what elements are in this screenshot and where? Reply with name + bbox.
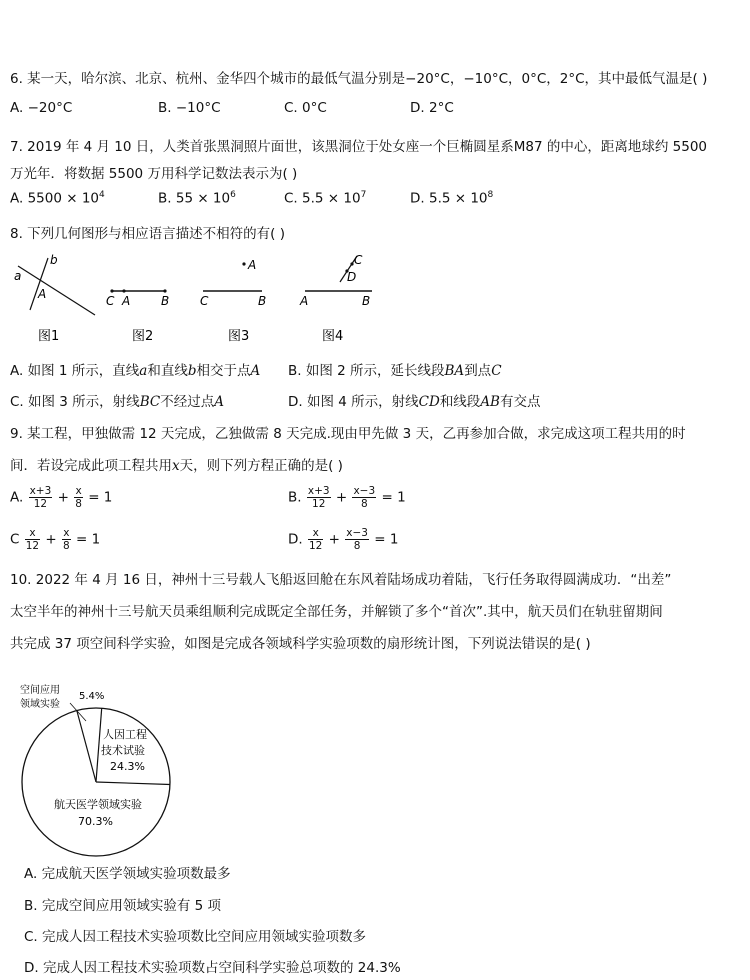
point-b	[163, 289, 166, 292]
q9-option-c: C $\frac{x}{12}$ + $\frac{x}{8}$ = 1	[10, 527, 101, 552]
fraction: $\frac{x+3}{12}$	[29, 485, 52, 510]
svg-text:B: B	[362, 294, 371, 308]
pie-chart	[0, 675, 200, 860]
slice-label-space-app-line1: 空间应用	[20, 685, 60, 696]
q6-option-b: B. −10°C	[158, 100, 221, 116]
q10-stem-line1: 10. 2022 年 4 月 16 日，神州十三号载人飞船返回舱在东风着陆场成功着陆，飞行任务取得圆满成功．“出差”	[10, 572, 672, 588]
slice-percent-human: 24.3%	[110, 760, 145, 773]
q8-stem: 8. 下列几何图形与相应语言描述不相符的有( )	[10, 226, 285, 242]
q7-option-a: A. $5500 \times 10^4$	[10, 190, 105, 207]
figure-1	[14, 253, 95, 344]
q10-stem-line2: 太空半年的神州十三号航天员乘组顺利完成既定全部任务，并解锁了多个“首次”.其中，航天员们在轨驻留期间	[10, 604, 663, 620]
caption-fig3: 图3	[228, 329, 250, 344]
svg-text:A: A	[248, 258, 257, 272]
q10-stem-line3: 共完成 37 项空间科学实验，如图是完成各领域科学实验项数的扇形统计图，下列说法错误的是( )	[10, 636, 591, 652]
q7-option-b: B. $55 \times 10^6$	[158, 190, 236, 207]
label-point-a: A	[38, 287, 47, 301]
svg-text:C: C	[106, 294, 115, 308]
q8-figures	[0, 250, 400, 350]
svg-text:B: B	[161, 294, 170, 308]
svg-text:D: D	[347, 270, 357, 284]
line-a	[18, 266, 95, 315]
q7-option-d: D. $5.5 \times 10^8$	[410, 190, 494, 207]
slice-percent-space-app: 5.4%	[79, 691, 105, 702]
slice-percent-medical: 70.3%	[78, 815, 113, 828]
q8-option-b: B. 如图 2 所示，延长线段BA到点C	[288, 363, 502, 379]
caption-fig4: 图4	[322, 329, 344, 344]
figure-2	[106, 289, 169, 344]
caption-fig1: 图1	[38, 329, 60, 344]
slice-label-human-line1: 人因工程	[103, 728, 147, 741]
fraction: $\frac{x+3}{12}$	[307, 485, 330, 510]
q9-stem-line2: 间．若设完成此项工程共用x天，则下列方程正确的是( )	[10, 458, 343, 474]
svg-text:A: A	[300, 294, 309, 308]
svg-text:B: B	[258, 294, 267, 308]
q6-stem: 6. 某一天，哈尔滨、北京、杭州、金华四个城市的最低气温分别是−20°C，−10°C，0°C，2°C，其中最低气温是( )	[10, 71, 708, 87]
q6-option-d: D. 2°C	[410, 100, 454, 116]
q10-option-c: C. 完成人因工程技术实验项数比空间应用领域实验项数多	[24, 929, 367, 945]
q9-option-d: D. $\frac{x}{12}$ + $\frac{x-3}{8}$ = 1	[288, 527, 399, 552]
fraction: $\frac{x}{12}$	[308, 527, 323, 552]
fraction: $\frac{x}{8}$	[63, 527, 70, 552]
q8-option-d: D. 如图 4 所示，射线CD和线段AB有交点	[288, 394, 541, 410]
figure-4	[299, 253, 372, 344]
q7-stem-line2: 万光年．将数据 5500 万用科学记数法表示为( )	[10, 166, 298, 182]
q6-option-a: A. −20°C	[10, 100, 73, 116]
fraction: $\frac{x-3}{8}$	[346, 527, 368, 552]
slice-label-human-line2: 技术试验	[101, 744, 145, 757]
q10-option-b: B. 完成空间应用领域实验有 5 项	[24, 898, 222, 914]
q9-option-a: A. $\frac{x+3}{12}$ + $\frac{x}{8}$ = 1	[10, 485, 113, 510]
q9-option-b: B. $\frac{x+3}{12}$ + $\frac{x-3}{8}$ = 1	[288, 485, 406, 510]
q10-option-a: A. 完成航天医学领域实验项数最多	[24, 866, 231, 882]
point-a	[122, 289, 125, 292]
q7-stem-line1: 7. 2019 年 4 月 10 日，人类首张黑洞照片面世，该黑洞位于处女座一个巨椭圆星系M87 的中心，距离地球约 5500	[10, 139, 708, 155]
figure-3	[200, 258, 266, 344]
svg-text:C: C	[354, 253, 363, 267]
fraction: $\frac{x-3}{8}$	[353, 485, 376, 510]
point-c	[110, 289, 113, 292]
caption-fig2: 图2	[132, 329, 154, 344]
slice-label-medical: 航天医学领域实验	[54, 798, 142, 811]
q8-option-c: C. 如图 3 所示，射线BC不经过点A	[10, 394, 224, 410]
label-a: a	[14, 269, 22, 283]
point-a	[242, 262, 245, 265]
slice-label-space-app-line2: 领域实验	[20, 699, 60, 710]
fraction: $\frac{x}{12}$	[25, 527, 40, 552]
svg-text:C: C	[200, 294, 209, 308]
q6-option-c: C. 0°C	[284, 100, 327, 116]
svg-text:A: A	[122, 294, 131, 308]
fraction: $\frac{x}{8}$	[75, 485, 82, 510]
q9-stem-line1: 9. 某工程，甲独做需 12 天完成，乙独做需 8 天完成.现由甲先做 3 天，乙再参加合做，求完成这项工程共用的时	[10, 426, 686, 442]
q8-option-a: A. 如图 1 所示，直线a和直线b相交于点A	[10, 363, 261, 379]
q7-option-c: C. $5.5 \times 10^7$	[284, 190, 367, 207]
label-b: b	[50, 253, 58, 267]
q10-option-d: D. 完成人因工程技术实验项数占空间科学实验总项数的 24.3%	[24, 960, 401, 976]
